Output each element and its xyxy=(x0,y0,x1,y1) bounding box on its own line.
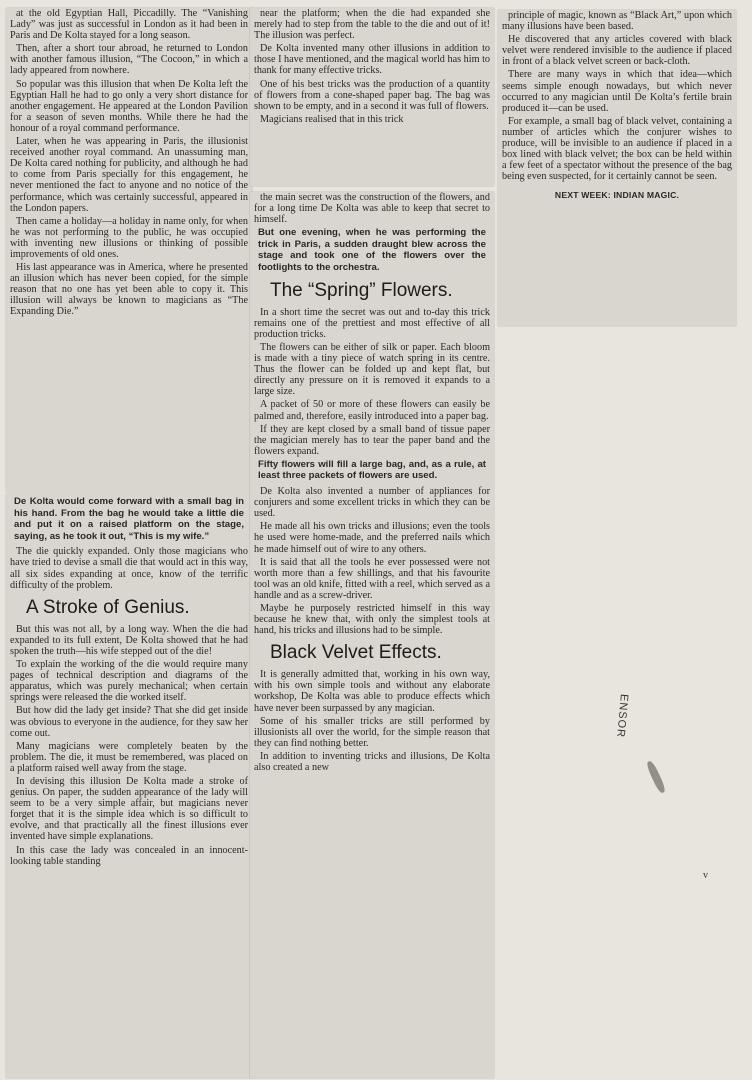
paragraph: Then, after a short tour abroad, he returned to London with another famous illusion, “The Cocoon,” in which a lady appeared from nowhere. xyxy=(10,43,248,77)
paragraph: It is generally admitted that, working in his own way, with his own simple tools and without any elaborate workshop, De Kolta was able to produce effects which have never been surpassed by any magician. xyxy=(254,669,490,714)
paragraph: Then came a holiday—a holiday in name only, for when he was not performing to the public, he was occupied with inventing new illusions or thinking of possible improvements of old ones. xyxy=(10,215,248,260)
bold-intro: De Kolta would come forward with a small bag in his hand. From the bag he would take a little die and put it on a raised platform on the stage, saying, as he took it out, “This is my wife.” xyxy=(14,496,244,542)
paragraph: De Kolta also invented a number of appliances for conjurers and some excellent tricks in which they can be used. xyxy=(254,486,490,520)
col1-top-text xyxy=(10,8,248,318)
paragraph: In devising this illusion De Kolta made a stroke of genius. On paper, the sudden appearance of the lady will seem to be a very simple affair, but magicians never forget that it is the simple idea which is so difficult to evolve, and that practically all the finest illusions ever invented have simple explanations. xyxy=(10,775,248,843)
paragraph: Many magicians were completely beaten by the problem. The die, it must be remembered, was placed on a platform raised well away from the stage. xyxy=(10,740,248,774)
section-heading: A Stroke of Genius. xyxy=(26,596,190,618)
clipping-col1-bottom xyxy=(6,494,252,1078)
clipping-col3 xyxy=(498,10,736,326)
pencil-mark: v xyxy=(703,870,708,881)
paragraph: He made all his own tricks and illusions; even the tools he used were home-made, and the preferred nails which he made himself out of wire to any others. xyxy=(254,521,490,555)
paragraph: principle of magic, known as “Black Art,” upon which many illusions have been based. xyxy=(502,10,732,33)
section-heading: Black Velvet Effects. xyxy=(270,642,442,664)
clipping-col1-top xyxy=(6,8,252,492)
paragraph: But how did the lady get inside? That she did get inside was obvious to everyone in the audience, for they saw her come out. xyxy=(10,705,248,739)
clipping-col2-top xyxy=(250,8,494,186)
paragraph: In addition to inventing tricks and illusions, De Kolta also created a new xyxy=(254,750,490,774)
paragraph: Some of his smaller tricks are still performed by illusionists all over the world, for the simple reason that they can find nothing better. xyxy=(254,715,490,749)
paragraph: De Kolta invented many other illusions in addition to those I have mentioned, and the magical world has him to thank for many effective tricks. xyxy=(254,43,490,77)
paragraph: It is said that all the tools he ever possessed were not worth more than a few shillings, and that his favourite tool was an old knife, fitted with a reel, which served as a handle and as a screw-driver. xyxy=(254,556,490,601)
bold-paragraph: Fifty flowers will fill a large bag, and, as a rule, at least three packets of flowers are used. xyxy=(258,458,486,482)
section-heading: The “Spring” Flowers. xyxy=(270,279,453,301)
paragraph: The flowers can be either of silk or paper. Each bloom is made with a tiny piece of watch spring in its centre. Thus the flower can be folded up and kept flat, but directly any pressure on it is removed it expands to a large size. xyxy=(254,341,490,398)
paragraph: One of his best tricks was the production of a quantity of flowers from a cone-shaped paper bag. The bag was shown to be empty, and in a second it was full of flowers. xyxy=(254,78,490,112)
clipping-col2-main xyxy=(250,192,494,1078)
paragraph: In this case the lady was concealed in an innocent-looking table standing xyxy=(10,844,248,867)
paragraph: Magicians realised that in this trick xyxy=(260,113,404,125)
paragraph: The die quickly expanded. Only those magicians who have tried to devise a small die that would act in this way, all six sides expanding at once, know of the terrific difficulty of the problem. xyxy=(10,546,248,591)
paragraph: For example, a small bag of black velvet, containing a number of articles which the conjurer wishes to produce, will be invisible to an audience if placed in a box lined with black velvet; the box can be held within a few feet of a spectator without the presence of the bag being even suspected, for it certainly cannot be seen. xyxy=(502,115,732,183)
paragraph: So popular was this illusion that when De Kolta left the Egyptian Hall he had to go only a very short distance for another engagement. He appeared at the London Pavilion for a season of seven months. While there he had the honour of a royal command performance. xyxy=(10,78,248,134)
paragraph: To explain the working of the die would require many pages of technical description and diagrams of the apparatus, which was purely mechanical; when certain springs were released the die worked itself. xyxy=(10,659,248,704)
paragraph: the main secret was the construction of the flowers, and for a long time De Kolta was able to keep that secret to himself. xyxy=(254,192,490,226)
paragraph: His last appearance was in America, where he presented an illusion which has never been copied, for the simple reason that no one has yet been able to copy it. This illusion will always be known to magicians as “The Expanding Die.” xyxy=(10,262,248,318)
paragraph: But this was not all, by a long way. When the die had expanded to its full extent, De Kolta showed that he had spoken the truth—his wife stepped out of the die! xyxy=(10,623,248,657)
paragraph: He discovered that any articles covered with black velvet were rendered invisible to the audience if placed in front of a black velvet screen or back-cloth. xyxy=(502,34,732,68)
paragraph: A packet of 50 or more of these flowers can easily be palmed and, therefore, easily introduced into a paper bag. xyxy=(254,399,490,422)
bold-paragraph: But one evening, when he was performing the trick in Paris, a sudden draught blew across the stage and took one of the flowers over the footlights to the orchestra. xyxy=(258,227,486,274)
paragraph: If they are kept closed by a small band of tissue paper the magician merely has to tear the paper band and the flowers expand. xyxy=(254,423,490,457)
paragraph: In a short time the secret was out and to-day this trick remains one of the prettiest and most effective of all production tricks. xyxy=(254,306,490,340)
paragraph: near the platform; when the die had expanded she merely had to step from the table to the die and out of it! The illusion was perfect. xyxy=(254,8,490,42)
ink-smudge xyxy=(645,760,667,794)
paragraph: Later, when he was appearing in Paris, the illusionist received another royal command. An unassuming man, De Kolta cared nothing for publicity, and although he had to come from Paris specially for this engagement, he never mentioned the fact to anyone and no notice of the performance, which was certainly successful, appeared in the London papers. xyxy=(10,136,248,214)
paragraph: Maybe he purposely restricted himself in this way because he knew that, with only the simplest tools at hand, his tricks and illusions had to be simple. xyxy=(254,603,490,637)
paragraph: There are many ways in which that idea—which seems simple enough nowadays, but which never occurred to any magician until De Kolta’s fertile brain produced it—can be used. xyxy=(502,69,732,114)
paragraph: at the old Egyptian Hall, Piccadilly. The “Vanishing Lady” was just as successful in London as it had been in Paris and De Kolta stayed for a long season. xyxy=(10,8,248,42)
next-week-notice: NEXT WEEK: INDIAN MAGIC. xyxy=(554,190,680,201)
stamp-mark: ENSOR xyxy=(614,693,630,739)
